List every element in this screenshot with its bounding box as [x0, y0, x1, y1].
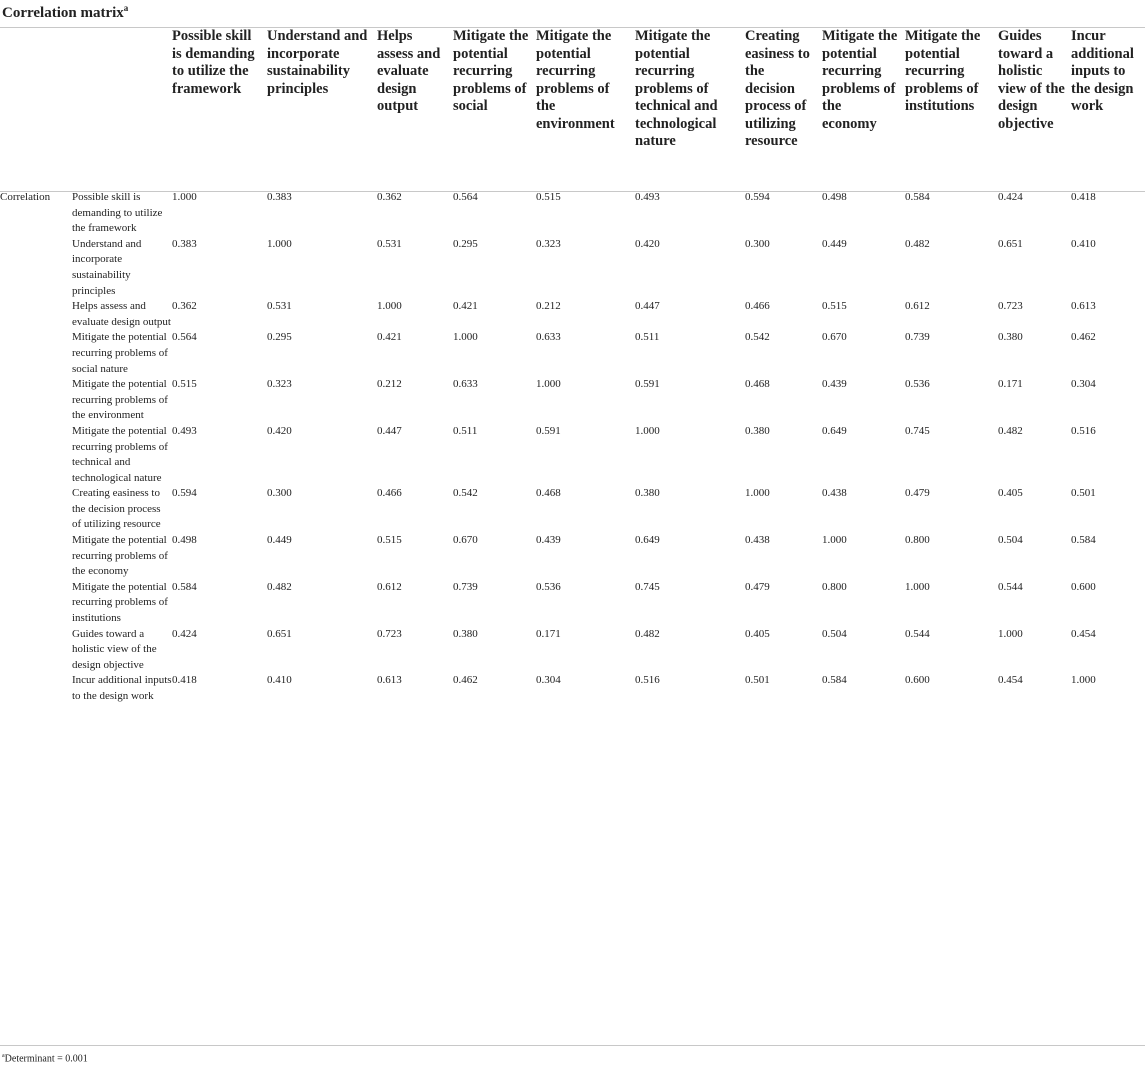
row-header: Mitigate the potential recurring problems of institutions — [72, 580, 168, 625]
correlation-value: 0.380 — [998, 331, 1023, 344]
table-row — [0, 424, 1145, 486]
correlation-value: 0.723 — [377, 627, 402, 640]
correlation-value: 0.438 — [822, 487, 847, 500]
correlation-value: 0.466 — [745, 300, 770, 313]
table-row — [0, 190, 1145, 237]
row-header: Incur additional inputs to the design work — [72, 674, 172, 702]
correlation-value: 0.745 — [905, 424, 930, 437]
correlation-value: 0.745 — [635, 580, 660, 593]
correlation-value: 0.421 — [453, 300, 478, 313]
correlation-value: 0.424 — [172, 627, 197, 640]
correlation-value: 0.362 — [172, 300, 197, 313]
correlation-value: 0.564 — [453, 191, 478, 203]
correlation-value: 0.447 — [635, 300, 660, 313]
footnote: $^a$Determinant = 0.001 — [2, 1053, 88, 1065]
bottom-rule — [0, 1045, 1145, 1046]
correlation-value: 0.515 — [822, 300, 847, 313]
footnote-marker: a — [2, 1053, 5, 1059]
empty-header-cell — [0, 28, 72, 190]
correlation-value: 0.542 — [745, 331, 770, 344]
correlation-value: 0.531 — [267, 300, 292, 313]
correlation-value: 0.410 — [1071, 237, 1096, 250]
correlation-value: 0.584 — [905, 191, 930, 203]
correlation-value: 0.612 — [377, 580, 402, 593]
correlation-value: 0.482 — [635, 627, 660, 640]
correlation-value: 0.468 — [536, 487, 561, 500]
row-header: Mitigate the potential recurring problems of technical and technological nature — [72, 424, 168, 484]
correlation-value: 0.501 — [745, 674, 770, 687]
row-header: Understand and incorporate sustainability principles — [72, 237, 142, 297]
group-label — [0, 533, 72, 580]
correlation-value: 0.362 — [377, 191, 402, 203]
row-header: Creating easiness to the decision process of utilizing resource — [72, 487, 161, 531]
correlation-value: 0.651 — [998, 237, 1023, 250]
correlation-value: 0.421 — [377, 331, 402, 344]
correlation-value: 0.300 — [267, 487, 292, 500]
row-header: Guides toward a holistic view of the design objective — [72, 627, 157, 671]
correlation-value: 1.000 — [998, 627, 1023, 640]
correlation-value: 0.449 — [822, 237, 847, 250]
correlation-value: 0.723 — [998, 300, 1023, 313]
correlation-value: 0.591 — [635, 378, 660, 391]
correlation-value: 0.493 — [635, 191, 660, 203]
correlation-value: 0.670 — [453, 534, 478, 547]
group-label — [0, 627, 72, 674]
correlation-value: 0.304 — [536, 674, 561, 687]
correlation-value: 0.468 — [745, 378, 770, 391]
group-label — [0, 377, 72, 424]
group-label — [0, 330, 72, 377]
column-header: Mitigate the potential recurring problems of the economy — [822, 28, 898, 132]
correlation-value: 0.454 — [1071, 627, 1096, 640]
correlation-value: 0.212 — [377, 378, 402, 391]
column-header: Possible skill is demanding to utilize the framework — [172, 28, 255, 97]
correlation-value: 0.600 — [1071, 580, 1096, 593]
correlation-value: 0.482 — [905, 237, 930, 250]
correlation-value: 0.515 — [536, 191, 561, 203]
correlation-value: 0.418 — [172, 674, 197, 687]
correlation-value: 0.439 — [536, 534, 561, 547]
table-row — [0, 627, 1145, 674]
correlation-value: 0.418 — [1071, 191, 1096, 203]
correlation-value: 0.449 — [267, 534, 292, 547]
correlation-value: 0.800 — [905, 534, 930, 547]
correlation-value: 0.439 — [822, 378, 847, 391]
column-header: Guides toward a holistic view of the design objective — [998, 28, 1065, 132]
correlation-value: 1.000 — [453, 331, 478, 344]
correlation-value: 0.515 — [172, 378, 197, 391]
correlation-value: 0.295 — [267, 331, 292, 344]
row-header: Helps assess and evaluate design output — [72, 300, 171, 328]
table-row — [0, 673, 1145, 704]
correlation-value: 0.564 — [172, 331, 197, 344]
correlation-value: 0.498 — [822, 191, 847, 203]
group-label — [0, 580, 72, 627]
correlation-value: 0.613 — [377, 674, 402, 687]
correlation-value: 0.544 — [998, 580, 1023, 593]
correlation-value: 0.479 — [905, 487, 930, 500]
correlation-value: 0.380 — [745, 424, 770, 437]
correlation-value: 0.212 — [536, 300, 561, 313]
column-header: Mitigate the potential recurring problems of social — [453, 28, 529, 114]
row-header: Mitigate the potential recurring problems of the economy — [72, 534, 168, 578]
row-header: Mitigate the potential recurring problems of the environment — [72, 378, 168, 422]
table-row — [0, 237, 1145, 299]
group-label — [0, 237, 72, 299]
correlation-value: 0.516 — [1071, 424, 1096, 437]
matrix-body — [0, 190, 1145, 705]
correlation-value: 0.531 — [377, 237, 402, 250]
correlation-value: 0.380 — [635, 487, 660, 500]
correlation-value: 0.405 — [745, 627, 770, 640]
correlation-value: 1.000 — [822, 534, 847, 547]
correlation-value: 0.649 — [822, 424, 847, 437]
correlation-value: 0.498 — [172, 534, 197, 547]
correlation-value: 0.739 — [453, 580, 478, 593]
empty-header-cell — [72, 28, 172, 190]
correlation-value: 1.000 — [635, 424, 660, 437]
table-row — [0, 580, 1145, 627]
row-header: Possible skill is demanding to utilize the framework — [72, 191, 163, 235]
correlation-value: 0.383 — [267, 191, 292, 203]
correlation-value: 0.482 — [998, 424, 1023, 437]
correlation-value: 1.000 — [536, 378, 561, 391]
column-header: Mitigate the potential recurring problems of technical and technological nature — [635, 28, 718, 149]
correlation-value: 0.424 — [998, 191, 1023, 203]
correlation-value: 1.000 — [905, 580, 930, 593]
correlation-value: 1.000 — [267, 237, 292, 250]
correlation-value: 0.420 — [267, 424, 292, 437]
column-header: Mitigate the potential recurring problems of the environment — [536, 28, 615, 132]
correlation-value: 0.482 — [267, 580, 292, 593]
table-title: Correlation matrix$^a$ — [2, 3, 129, 21]
correlation-value: 0.511 — [635, 331, 660, 344]
correlation-value: 1.000 — [1071, 674, 1096, 687]
correlation-value: 0.536 — [905, 378, 930, 391]
correlation-value: 0.670 — [822, 331, 847, 344]
correlation-value: 0.516 — [635, 674, 660, 687]
table-row — [0, 486, 1145, 533]
group-label — [0, 486, 72, 533]
table-row — [0, 330, 1145, 377]
group-label — [0, 299, 72, 330]
correlation-value: 0.739 — [905, 331, 930, 344]
correlation-value: 0.591 — [536, 424, 561, 437]
correlation-value: 0.542 — [453, 487, 478, 500]
group-label — [0, 424, 72, 486]
correlation-value: 0.584 — [822, 674, 847, 687]
correlation-value: 0.515 — [377, 534, 402, 547]
correlation-value: 0.800 — [822, 580, 847, 593]
correlation-value: 1.000 — [745, 487, 770, 500]
title-footnote-marker: a — [123, 3, 129, 13]
correlation-value: 0.594 — [745, 191, 770, 203]
correlation-value: 0.544 — [905, 627, 930, 640]
row-header: Mitigate the potential recurring problems of social nature — [72, 331, 168, 375]
table-row — [0, 377, 1145, 424]
correlation-value: 0.613 — [1071, 300, 1096, 313]
correlation-value: 0.466 — [377, 487, 402, 500]
correlation-value: 0.511 — [453, 424, 478, 437]
correlation-value: 0.323 — [267, 378, 292, 391]
correlation-value: 0.304 — [1071, 378, 1096, 391]
correlation-value: 0.584 — [1071, 534, 1096, 547]
table-row — [0, 533, 1145, 580]
correlation-value: 0.651 — [267, 627, 292, 640]
correlation-matrix-table — [0, 28, 1145, 705]
correlation-value: 0.633 — [453, 378, 478, 391]
group-label — [0, 673, 72, 704]
header-row — [0, 28, 1145, 190]
column-header: Creating easiness to the decision process of utilizing resource — [745, 28, 810, 149]
column-header: Understand and incorporate sustainability principles — [267, 28, 368, 97]
correlation-value: 0.504 — [822, 627, 847, 640]
correlation-value: 0.501 — [1071, 487, 1096, 500]
correlation-value: 0.295 — [453, 237, 478, 250]
column-header: Helps assess and evaluate design output — [377, 28, 441, 114]
correlation-value: 0.594 — [172, 487, 197, 500]
correlation-value: 0.323 — [536, 237, 561, 250]
correlation-value: 0.462 — [453, 674, 478, 687]
correlation-value: 1.000 — [172, 191, 197, 203]
correlation-value: 0.454 — [998, 674, 1023, 687]
correlation-value: 0.171 — [998, 378, 1023, 391]
correlation-value: 0.493 — [172, 424, 197, 437]
correlation-value: 1.000 — [377, 300, 402, 313]
correlation-value: 0.380 — [453, 627, 478, 640]
correlation-value: 0.479 — [745, 580, 770, 593]
correlation-value: 0.462 — [1071, 331, 1096, 344]
correlation-value: 0.600 — [905, 674, 930, 687]
column-header: Mitigate the potential recurring problems of institutions — [905, 28, 981, 114]
correlation-value: 0.447 — [377, 424, 402, 437]
correlation-value: 0.536 — [536, 580, 561, 593]
correlation-value: 0.383 — [172, 237, 197, 250]
column-header: Incur additional inputs to the design work — [1071, 28, 1134, 114]
correlation-value: 0.584 — [172, 580, 197, 593]
correlation-value: 0.612 — [905, 300, 930, 313]
table-row — [0, 299, 1145, 330]
correlation-value: 0.633 — [536, 331, 561, 344]
correlation-value: 0.300 — [745, 237, 770, 250]
correlation-value: 0.410 — [267, 674, 292, 687]
correlation-value: 0.649 — [635, 534, 660, 547]
correlation-value: 0.171 — [536, 627, 561, 640]
correlation-value: 0.504 — [998, 534, 1023, 547]
correlation-value: 0.405 — [998, 487, 1023, 500]
group-label: Correlation — [0, 191, 51, 203]
correlation-value: 0.420 — [635, 237, 660, 250]
correlation-value: 0.438 — [745, 534, 770, 547]
